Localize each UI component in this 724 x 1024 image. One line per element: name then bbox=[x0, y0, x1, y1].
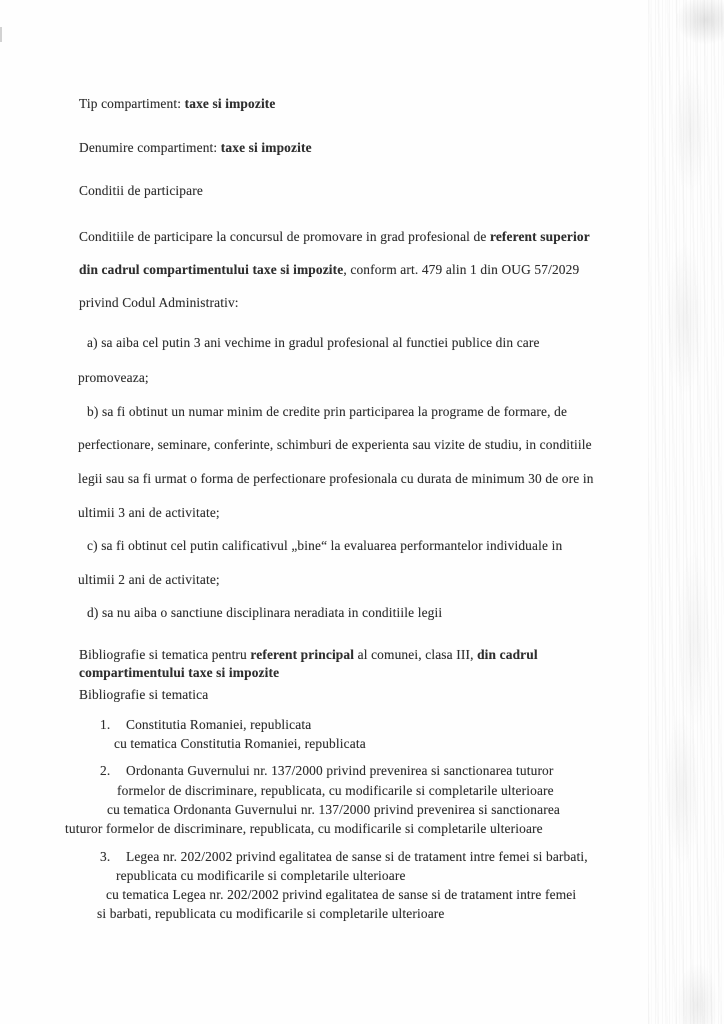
intro-line-2 bbox=[79, 263, 579, 276]
biblio-item-1-line-1 bbox=[100, 718, 311, 731]
condition-a-line-2 bbox=[78, 371, 149, 384]
condition-d-line-1 bbox=[87, 606, 442, 619]
biblio-item-2-line-2-text: formelor de discriminare, republicata, cu modificarile si completarile ulterioare bbox=[117, 783, 554, 798]
bibliography-subheading-text: Bibliografie si tematica bbox=[79, 687, 209, 702]
biblio-item-3-line-4 bbox=[97, 907, 445, 920]
biblio-item-3-line-3-text: cu tematica Legea nr. 202/2002 privind egalitatea de sanse si de tratament intre femei bbox=[106, 887, 577, 902]
intro-line-2-normal: , conform art. 479 alin 1 din OUG 57/2029 bbox=[343, 262, 580, 277]
biblio-item-2-line-4-text: tuturor formelor de discriminare, republicata, cu modificarile si completarile ulterioare bbox=[65, 821, 543, 836]
biblio-item-2-line-1 bbox=[100, 764, 554, 777]
condition-c-line-2-text: ultimii 2 ani de activitate; bbox=[78, 572, 220, 587]
intro-line-2-bold: din cadrul compartimentului taxe si impozite bbox=[79, 262, 344, 277]
biblio-item-3-line-2-text: republicata cu modificarile si completarile ulterioare bbox=[116, 868, 406, 883]
line-denumire-compartiment bbox=[79, 141, 312, 154]
denumire-compartiment-value: taxe si impozite bbox=[220, 140, 312, 155]
biblio-item-1-number: 1. bbox=[100, 717, 111, 732]
denumire-compartiment-label: Denumire compartiment: bbox=[79, 140, 221, 155]
biblio-item-1-line-1-text: Constitutia Romaniei, republicata bbox=[126, 717, 312, 732]
intro-line-3 bbox=[79, 296, 239, 309]
bibliography-heading-line-2-bold: compartimentului taxe si impozite bbox=[79, 665, 280, 680]
condition-b-line-3-text: legii sau sa fi urmat o forma de perfectionare profesionala cu durata de minimum 30 de ore in bbox=[78, 471, 594, 486]
bibliography-subheading bbox=[79, 688, 208, 701]
intro-line-1 bbox=[79, 230, 590, 243]
biblio-item-1-line-2 bbox=[114, 737, 366, 750]
scan-mark-left-edge bbox=[0, 27, 2, 42]
biblio-item-2-line-3 bbox=[107, 803, 560, 816]
condition-b-line-2-text: perfectionare, seminare, conferinte, schimburi de experienta sau vizite de studiu, in conditiile bbox=[78, 437, 592, 452]
biblio-item-2-number: 2. bbox=[100, 763, 111, 778]
biblio-item-2-line-2 bbox=[117, 784, 554, 797]
bibliography-heading-bold-2: din cadrul bbox=[477, 647, 538, 662]
condition-a-line-1 bbox=[87, 336, 540, 349]
biblio-item-3-line-1-text: Legea nr. 202/2002 privind egalitatea de sanse si de tratament intre femei si barbati, bbox=[126, 849, 588, 864]
biblio-item-2-line-1-text: Ordonanta Guvernului nr. 137/2000 privind prevenirea si sanctionarea tuturor bbox=[126, 763, 554, 778]
intro-line-3-text: privind Codul Administrativ: bbox=[79, 295, 239, 310]
conditii-heading-text: Conditii de participare bbox=[79, 183, 203, 198]
bibliography-heading-bold-1: referent principal bbox=[250, 647, 355, 662]
biblio-item-3-line-4-text: si barbati, republicata cu modificarile si completarile ulterioare bbox=[97, 906, 445, 921]
condition-b-line-3 bbox=[78, 472, 594, 485]
biblio-item-1-line-2-text: cu tematica Constitutia Romaniei, republicata bbox=[114, 736, 366, 751]
bibliography-heading-normal-2: al comunei, clasa III, bbox=[354, 647, 478, 662]
condition-d-line-1-text: d) sa nu aiba o sanctiune disciplinara neradiata in conditiile legii bbox=[87, 605, 443, 620]
condition-b-line-1-text: b) sa fi obtinut un numar minim de credite prin participarea la programe de formare, de bbox=[87, 404, 568, 419]
scan-noise-right-edge bbox=[648, 0, 724, 1024]
condition-c-line-1 bbox=[87, 539, 562, 552]
biblio-item-3-number: 3. bbox=[100, 849, 111, 864]
condition-a-line-1-text: a) sa aiba cel putin 3 ani vechime in gradul profesional al functiei publice din care bbox=[87, 335, 540, 350]
bibliography-heading-line-2 bbox=[79, 666, 279, 679]
condition-b-line-4-text: ultimii 3 ani de activitate; bbox=[78, 505, 220, 520]
bibliography-heading-line-1 bbox=[79, 648, 538, 661]
biblio-item-3-line-2 bbox=[116, 869, 406, 882]
biblio-item-2-line-4 bbox=[65, 822, 543, 835]
biblio-item-2-line-3-text: cu tematica Ordonanta Guvernului nr. 137/2000 privind prevenirea si sanctionarea bbox=[107, 802, 561, 817]
intro-line-1-bold: referent superior bbox=[489, 229, 590, 244]
condition-b-line-1 bbox=[87, 405, 567, 418]
condition-c-line-2 bbox=[78, 573, 220, 586]
bibliography-heading-normal-1: Bibliografie si tematica pentru bbox=[79, 647, 251, 662]
condition-b-line-4 bbox=[78, 506, 220, 519]
line-tip-compartiment bbox=[79, 97, 276, 110]
condition-a-line-2-text: promoveaza; bbox=[78, 370, 149, 385]
biblio-item-3-line-1 bbox=[100, 850, 588, 863]
intro-line-1-normal: Conditiile de participare la concursul de promovare in grad profesional de bbox=[79, 229, 490, 244]
heading-conditii-de-participare bbox=[79, 184, 203, 197]
tip-compartiment-value: taxe si impozite bbox=[184, 96, 276, 111]
condition-b-line-2 bbox=[78, 438, 592, 451]
biblio-item-3-line-3 bbox=[106, 888, 576, 901]
condition-c-line-1-text: c) sa fi obtinut cel putin calificativul „bine“ la evaluarea performantelor individuale in bbox=[87, 538, 563, 553]
tip-compartiment-label: Tip compartiment: bbox=[79, 96, 185, 111]
